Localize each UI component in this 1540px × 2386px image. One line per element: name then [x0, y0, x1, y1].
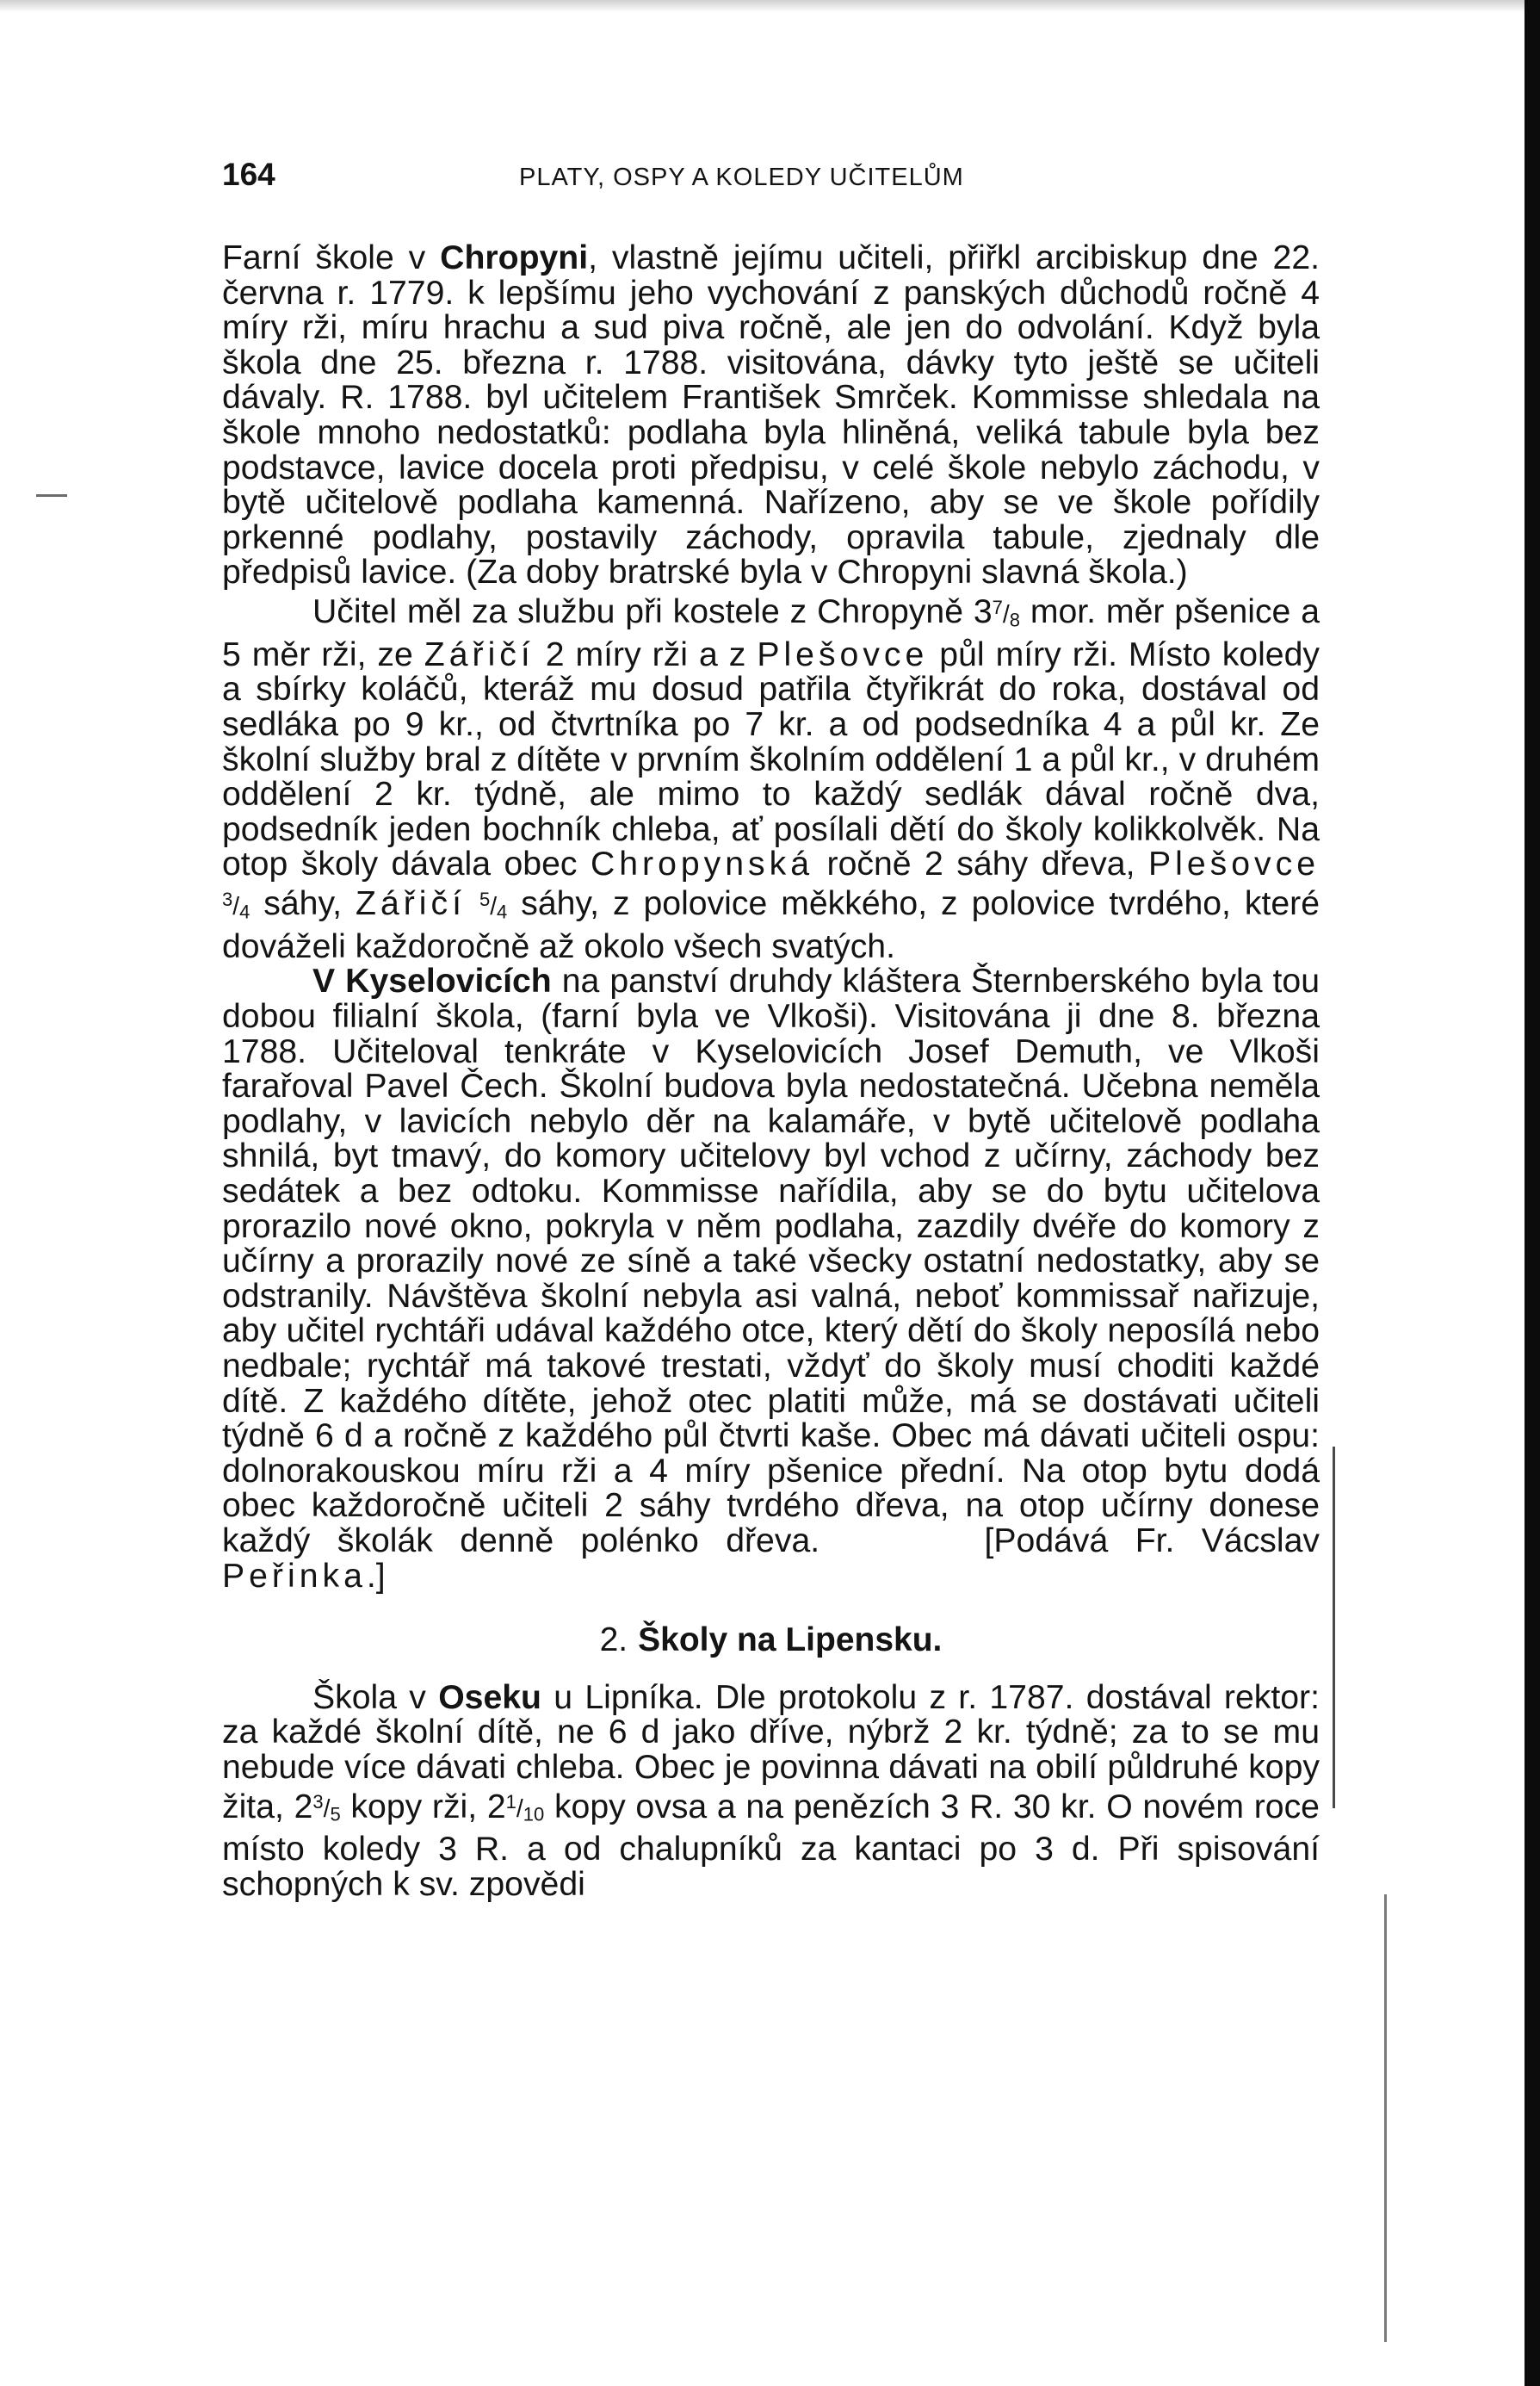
author-perinka: Peřinka	[222, 1557, 367, 1595]
source-attribution: [Podává Fr. Vácslav Peřinka.]	[222, 1521, 1320, 1595]
place-zarici: Zářičí	[424, 635, 535, 673]
section-heading	[222, 1623, 1320, 1658]
running-title: PLATY, OSPY A KOLEDY UČITELŮM	[519, 164, 964, 191]
scan-right-border	[1525, 0, 1540, 2386]
place-chropynska: Chropynská	[590, 846, 814, 883]
place-plesovce: Plešovce	[757, 635, 929, 673]
section-number: 2.	[599, 1621, 628, 1659]
page-header	[222, 157, 1320, 208]
fraction: $^3/_5$	[312, 1791, 341, 1825]
paragraph-osek-school: Škola v Oseku u Lipníka. Dle protokolu z r. 1787. dostával rektor: za každé školní dítě, ne 6 d jako dříve, nýbrž 2 kr. týdně; za to se mu nebude více dávati chleba. Obec je povinna dávati na obilí půldruhé kopy žita, $2^3/_5$ kopy rži, $2^1/_{10}$ kopy ovsa a na penězích 3 R. 30 kr. O novém roce místo koledy 3 R. a od chalupníků za kantaci po 3 d. Při spisování schopných k sv. zpovědi	[222, 1678, 1320, 1904]
fraction: $^3/_4$	[222, 888, 250, 923]
page-edge-mark	[1333, 1447, 1335, 1808]
place-zarici: Zářičí	[356, 884, 466, 922]
paragraph-kyselovice-school: V Kyselovicích na panství druhdy kláštera Šternberského byla tou dobou filialní škola, (farní byla ve Vlkoši). Visitována ji dne 8. března 1788. Učiteloval tenkráte v Kyselovicích Josef Demuth, ve Vlkoši farařoval Pavel Čech. Školní budova byla nedostatečná. Učebna neměla podlahy, v lavicích nebylo děr na kalamáře, v bytě učitelově podlaha shnilá, byt tmavý, do komory učitelovy byl vchod z učírny, záchody bez sedátek a bez odtoku. Kommisse nařídila, aby se do bytu učitelova prorazilo nové okno, pokryla v něm podlaha, zazdily dvéře do komory z učírny a prorazily nové ze síně a také všecky ostatní nedostatky, aby se odstranily. Návštěva školní nebyla asi valná, neboť kommissař nařizuje, aby učitel rychtáři udával každého otce, který dětí do školy neposílá nebo nedbale; rychtář má takové trestati, vždyť do školy musí choditi každé dítě. Z každého dítěte, jehož otec platiti může, má se dostávati učiteli týdně 6 d a ročně z každého půl čtvrti kaše. Obec má dávati učiteli ospu: dolnorakouskou míru rži a 4 míry pšenice přední. Na otop bytu dodá obec každoročně učiteli 2 sáhy tvrdého dřeva, na otop učírny donese každý školák denně polénko dřeva. [Podává Fr. Vácslav Peřinka.]	[222, 963, 1320, 1595]
fraction: $^1/_{10}$	[505, 1791, 545, 1825]
paragraph-teacher-income: Učitel měl za službu při kostele z Chropyně $3^7/_8$ mor. měr pšenice a 5 měr rži, ze Zářičí 2 míry rži a z Plešovce půl míry rži. Místo koledy a sbírky koláčů, kteráž mu dosud patřila čtyřikrát do roka, dostával od sedláka po 9 kr., od čtvrtníka po 7 kr. a od podsedníka 4 a půl kr. Ze školní služby bral z dítěte v prvním školním oddělení 1 a půl kr., v druhém oddělení 2 kr. týdně, ale mimo to každý sedlák dával ročně dva, podsedník jeden bochník chleba, ať posílali dětí do školy kolikkolvěk. Na otop školy dávala obec Chropynská ročně 2 sáhy dřeva, Plešovce $^3/_4$ sáhy, Zářičí $^5/_4$ sáhy, z polovice měkkého, z polovice tvrdého, které dováželi každoročně až okolo všech svatých.	[222, 592, 1320, 965]
book-page	[222, 157, 1320, 1903]
scan-top-edge	[0, 0, 1540, 12]
place-chropyne: Chropyni	[440, 239, 589, 276]
paragraph-chropyne-school: Farní škole v Chropyni, vlastně jejímu učiteli, přiřkl arcibiskup dne 22. června r. 1779. k lepšímu jeho vychování z panských důchodů ročně 4 míry rži, míru hrachu a sud piva ročně, ale jen do odvolání. Když byla škola dne 25. března r. 1788. visitována, dávky tyto ještě se učiteli dávaly. R. 1788. byl učitelem František Smrček. Kommisse shledala na škole mnoho nedostatků: podlaha byla hliněná, veliká tabule byla bez podstavce, lavice docela proti předpisu, v celé škole nebylo záchodu, v bytě učitelově podlaha kamenná. Nařízeno, aby se ve škole pořídily prkenné podlahy, postavily záchody, opravila tabule, zjednaly dle předpisů lavice. (Za doby bratrské byla v Chropyni slavná škola.)	[222, 239, 1320, 592]
place-plesovce: Plešovce	[1147, 846, 1320, 883]
section-title: Školy na Lipensku.	[638, 1621, 943, 1659]
margin-mark	[36, 494, 67, 497]
fraction: $^5/_4$	[479, 888, 508, 923]
place-osek: Oseku	[438, 1678, 541, 1716]
body-text	[222, 241, 1320, 1903]
place-kyselovice: V Kyselovicích	[312, 963, 552, 1001]
fraction: $^7/_8$	[992, 596, 1020, 631]
page-number: 164	[222, 157, 275, 192]
page-edge-mark	[1384, 1894, 1387, 2342]
